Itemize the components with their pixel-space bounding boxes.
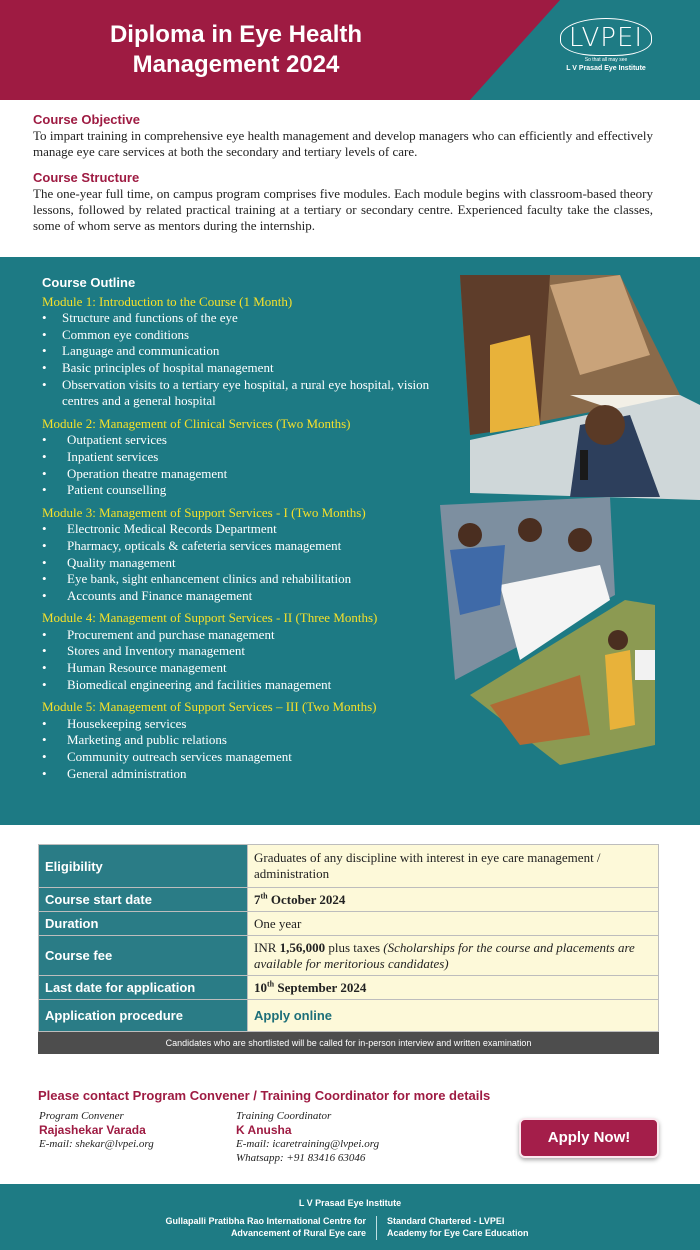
- list-item: • Pharmacy, opticals & cafeteria services management: [42, 538, 462, 555]
- structure-text: The one-year full time, on campus program comprises five modules. Each module begins with classroom-based theory lessons, followed by related practical training at a tertiary or secondary centre. Experienced faculty take the classes, some of whom serve as mentors during the internship.: [33, 186, 653, 233]
- list-item: • Language and communication: [42, 343, 462, 360]
- fee-note: (Scholarships for the course and placements are available for meritorious candidates): [254, 939, 635, 971]
- convener-block: [39, 1109, 154, 1151]
- coordinator-block: [236, 1109, 379, 1165]
- list-item: • Quality management: [42, 555, 462, 572]
- fee-suffix: plus taxes: [325, 939, 384, 955]
- page-title: [56, 20, 416, 80]
- list-item: • Community outreach services management: [42, 749, 462, 766]
- eligibility-value: Graduates of any discipline with interest in eye care management / administration: [248, 845, 659, 888]
- intro-section: [33, 112, 653, 244]
- logo-institute-name: L V Prasad Eye Institute: [566, 65, 646, 72]
- course-details-table: [38, 844, 659, 1054]
- list-item: • Electronic Medical Records Department: [42, 521, 462, 538]
- coordinator-email[interactable]: E-mail: icaretraining@lvpei.org: [236, 1138, 380, 1150]
- module-3-title: Module 3: Management of Support Services - I (Two Months): [42, 504, 366, 520]
- footer-left-line2: Advancement of Rural Eye care: [230, 1228, 366, 1238]
- fee-value: [248, 936, 659, 976]
- list-item: • Observation visits to a tertiary eye hospital, a rural eye hospital, vision centres and a general hospital: [42, 377, 462, 410]
- structure-heading: Course Structure: [33, 170, 140, 185]
- table-row: [39, 888, 659, 912]
- convener-role: Program Convener: [39, 1110, 124, 1122]
- module-4-title: Module 4: Management of Support Services - II (Three Months): [42, 610, 378, 626]
- start-date-label: Course start date: [39, 888, 248, 912]
- table-row: [39, 912, 659, 936]
- list-item: • General administration: [42, 766, 462, 783]
- footer-left-centre: [165, 1215, 366, 1239]
- last-date-label: Last date for application: [39, 976, 248, 1000]
- module-1-title: Module 1: Introduction to the Course (1 Month): [42, 293, 293, 309]
- photo-collage: [430, 265, 700, 765]
- eligibility-label: Eligibility: [39, 845, 248, 888]
- list-item: • Common eye conditions: [42, 327, 462, 344]
- list-item: • Housekeeping services: [42, 716, 462, 733]
- page-title-line2: Management 2024: [132, 51, 340, 78]
- outline-title: Course Outline: [42, 275, 136, 290]
- footer: [0, 1184, 700, 1250]
- coordinator-name: K Anusha: [236, 1123, 292, 1137]
- list-item: • Accounts and Finance management: [42, 588, 462, 605]
- start-month-year: October 2024: [267, 891, 346, 907]
- course-outline-text: [42, 275, 462, 782]
- list-item: • Eye bank, sight enhancement clinics and rehabilitation: [42, 571, 462, 588]
- convener-email[interactable]: E-mail: shekar@lvpei.org: [39, 1138, 154, 1150]
- logo-word: LVPEI: [560, 18, 652, 56]
- table-row: [39, 976, 659, 1000]
- last-day-suffix: th: [267, 979, 275, 989]
- start-day-suffix: th: [260, 891, 268, 901]
- list-item: • Patient counselling: [42, 482, 462, 499]
- duration-label: Duration: [39, 912, 248, 936]
- details-table: [38, 844, 659, 1032]
- page-title-line1: Diploma in Eye Health: [109, 21, 363, 48]
- list-item: • Structure and functions of the eye: [42, 310, 462, 327]
- list-item: • Human Resource management: [42, 660, 462, 677]
- last-month-year: September 2024: [274, 979, 367, 995]
- module-2-title: Module 2: Management of Clinical Services (Two Months): [42, 415, 351, 431]
- footer-right-academy: [387, 1215, 529, 1239]
- coordinator-role: Training Coordinator: [236, 1110, 332, 1122]
- module-3-list: [42, 521, 462, 604]
- footer-right-line1: Standard Chartered - LVPEI: [387, 1216, 505, 1226]
- last-date-value: [248, 976, 659, 1000]
- footer-left-line1: Gullapalli Pratibha Rao International Centre for: [165, 1216, 366, 1226]
- header-banner: [0, 0, 700, 100]
- duration-value: One year: [248, 912, 659, 936]
- start-day: 7: [254, 891, 261, 907]
- apply-now-button[interactable]: Apply Now!: [519, 1118, 659, 1158]
- list-item: • Basic principles of hospital management: [42, 360, 462, 377]
- lvpei-logo: [546, 18, 666, 88]
- footer-divider: [376, 1216, 377, 1240]
- start-date-value: [248, 888, 659, 912]
- apply-online-link[interactable]: Apply online: [248, 1000, 659, 1032]
- module-4-list: [42, 627, 462, 693]
- coordinator-whatsapp[interactable]: Whatsapp: +91 83416 63046: [236, 1152, 366, 1164]
- list-item: • Marketing and public relations: [42, 732, 462, 749]
- shortlist-note: Candidates who are shortlisted will be called for in-person interview and written examination: [38, 1032, 659, 1054]
- objective-text: To impart training in comprehensive eye health management and develop managers who can efficiently and effectively manage eye care services at both the secondary and tertiary levels of care.: [33, 128, 653, 159]
- list-item: • Inpatient services: [42, 449, 462, 466]
- last-day: 10: [254, 979, 267, 995]
- footer-right-line2: Academy for Eye Care Education: [387, 1228, 529, 1238]
- list-item: • Stores and Inventory management: [42, 643, 462, 660]
- list-item: • Operation theatre management: [42, 466, 462, 483]
- module-5-title: Module 5: Management of Support Services – III (Two Months): [42, 699, 377, 715]
- objective-heading: Course Objective: [33, 112, 140, 127]
- fee-label: Course fee: [39, 936, 248, 976]
- list-item: • Outpatient services: [42, 432, 462, 449]
- module-2-list: [42, 432, 462, 498]
- list-item: • Biomedical engineering and facilities management: [42, 677, 462, 694]
- table-row: [39, 845, 659, 888]
- fee-amount: 1,56,000: [279, 939, 326, 955]
- module-5-list: [42, 716, 462, 782]
- table-row: [39, 936, 659, 976]
- convener-name: Rajashekar Varada: [39, 1123, 146, 1137]
- list-item: • Procurement and purchase management: [42, 627, 462, 644]
- contact-heading: Please contact Program Convener / Training Coordinator for more details: [38, 1088, 491, 1103]
- table-row: [39, 1000, 659, 1032]
- procedure-label: Application procedure: [39, 1000, 248, 1032]
- logo-tagline: So that all may see: [584, 57, 628, 63]
- fee-prefix: INR: [254, 939, 280, 955]
- module-1-list: [42, 310, 462, 410]
- footer-institute: L V Prasad Eye Institute: [298, 1198, 402, 1208]
